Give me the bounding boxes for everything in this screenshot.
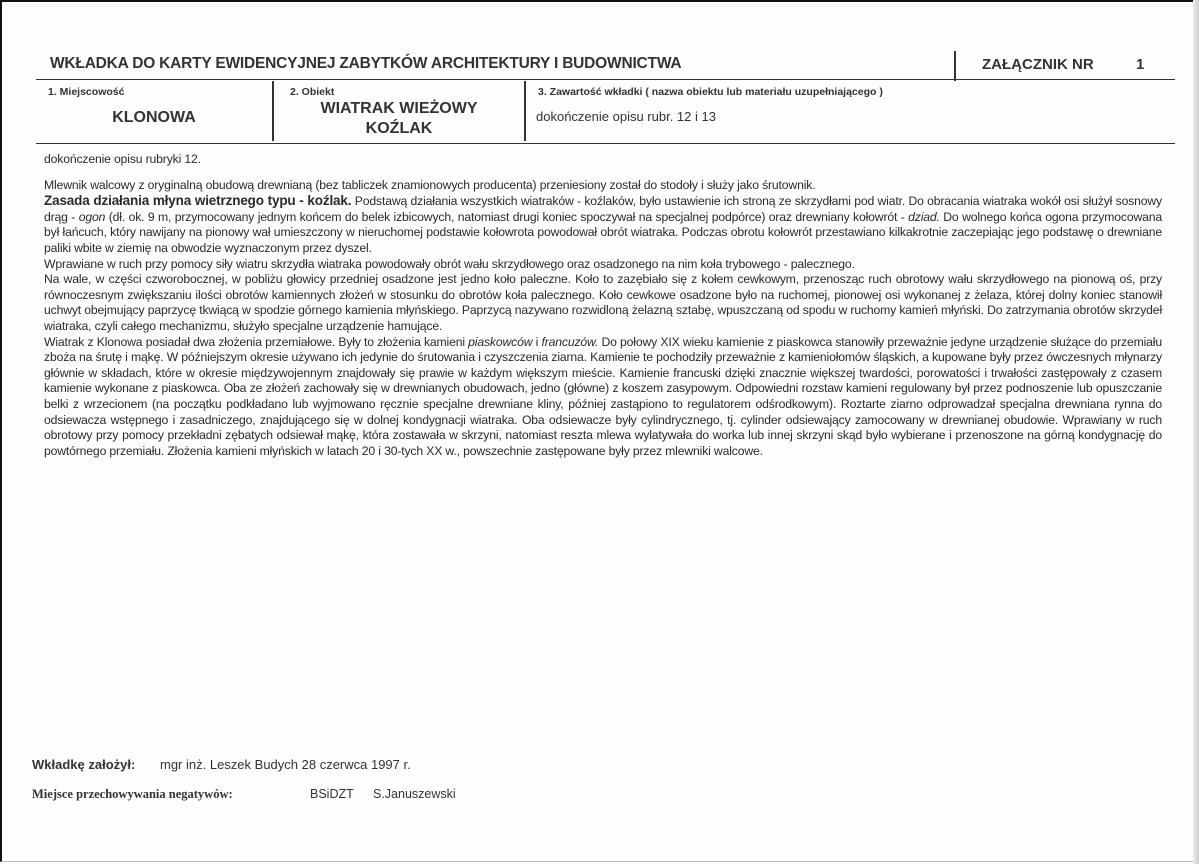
annex-label: ZAŁĄCZNIK NR <box>982 56 1094 73</box>
card-header <box>36 51 1175 80</box>
paragraph-mill: Mlewnik walcowy z oryginalną obudową drewnianą (bez tabliczek znamionowych producenta) przeniesiony został do stodoły i służy jako śrutownik. <box>44 177 816 192</box>
header-divider <box>954 51 956 81</box>
object-value-line2: KOŹLAK <box>365 120 433 137</box>
object-value <box>274 99 524 139</box>
paragraph-millstones <box>44 335 1162 460</box>
founded-row <box>32 757 411 772</box>
negatives-label: Miejsce przechowywania negatywów: <box>32 787 233 801</box>
content-cell <box>524 81 1174 141</box>
millstones-and: i <box>532 334 542 349</box>
principle-heading: Zasada działania młyna wietrznego typu - koźlak. <box>44 193 352 209</box>
place-value: KLONOWA <box>112 109 196 126</box>
founded-label: Wkładkę założył: <box>32 757 136 772</box>
founded-value: mgr inż. Leszek Budych 28 czerwca 1997 r. <box>160 757 411 772</box>
object-label: 2. Obiekt <box>290 86 335 98</box>
annex-number: 1 <box>1136 56 1145 73</box>
term-francuzow: francuzów. <box>541 334 599 349</box>
card-title: WKŁADKA DO KARTY EWIDENCYJNEJ ZABYTKÓW ARCHITEKTURY I BUDOWNICTWA <box>50 55 682 72</box>
negatives-value-author: S.Januszewski <box>373 787 456 801</box>
scan-edge <box>1193 0 1199 864</box>
negatives-row <box>32 787 456 802</box>
paragraph-principle <box>44 193 1162 256</box>
term-dziad: dziad. <box>908 209 940 224</box>
millstones-text-a: Wiatrak z Klonowa posiadał dwa złożenia przemiałowe. Były to złożenia kamieni <box>44 334 469 349</box>
fields-row <box>36 81 1175 144</box>
negatives-value-institution: BSiDZT <box>310 787 354 801</box>
intro-line: dokończenie opisu rubryki 12. <box>44 152 201 166</box>
description-text <box>44 152 1162 459</box>
term-piaskowcow: piaskowców <box>468 334 533 349</box>
paragraph-wings: Wprawiane w ruch przy pomocy siły wiatru skrzydła wiatraka powodowały obrót wału skrzydłowego oraz osadzonego na nim koła trybowego - palecznego. <box>44 256 855 271</box>
place-label: 1. Miejscowość <box>48 86 125 98</box>
content-value: dokończenie opisu rubr. 12 i 13 <box>536 109 716 124</box>
principle-text-a: Podstawą działania wszystkich wiatraków - koźlaków, było ustawienie ich stroną ze skrzydłami pod wiatr. Do obracania wiatraka wokół osi służył sosnowy drąg - <box>44 194 1162 224</box>
principle-text-b: (dł. ok. 9 m, przymocowany jednym końcem do belek izbicowych, natomiast drugi koniec spoczywał na specjalnej podpórce) oraz drewniany kołowrót - <box>105 209 909 224</box>
content-label: 3. Zawartość wkładki ( nazwa obiektu lub materiału uzupełniającego ) <box>538 86 883 98</box>
paragraph-shaft: Na wale, w części czworobocznej, w pobliżu głowicy przedniej osadzone jest jedno koło paleczne. Koło to zazębiało się z kołem cewkowym, przenosząc ruch obrotowy wału skrzydłowego na pionową oś, przy równoczesnym zwiększaniu ilości obrotów kamiennych złożeń w stosunku do obrotów koła palecznego. Koło cewkowe osadzone było na ruchomej, pionowej osi wykonanej z żelaza, której dolny koniec stanowił uchwyt obejmujący paprzycę tkwiącą w spodzie górnego kamienia młyńskiego. Paprzycą nazywano rozwidloną żelazną sztabę, wpuszczaną od spodu w ruchomy kamień młyński. Do zatrzymania obrotów skrzydeł wiatraka, czyli całego mechanizmu, służyło specjalne urządzenie hamujące. <box>44 272 1162 333</box>
object-value-line1: WIATRAK WIEŻOWY <box>320 100 478 117</box>
millstones-text-b: Do połowy XIX wieku kamienie z piaskowca stanowiły przeważnie jedyne urządzenie służące do przemiału zboża na śrutę i mąkę. W późniejszym okresie używano ich jedynie do śrutowania i czyszczenia ziarna. Kamienie te pochodziły przeważnie z kamieniołomów śląskich, a kupowane były przez ówczesnych młynarzy głównie w składach, które w okresie międzywojennym znajdowały się prawie w każdym większym mieście. Kamienie francuski dzięki znacznie większej twardości, porowatości i trwałości zastępowały z czasem kamienie wykonane z piaskowca. Oba ze złożeń zachowały się w drewnianych obudowach, jedno (główne) z koszem zasypowym. Odpowiedni rozstaw kamieni regulowany był przez podnoszenie lub opuszczanie belki z wrzecionem (na początku podkładano lub wyjmowano ręcznie specjalne drewniane kliny, później zastąpiono to regulatorem odśrodkowym). Roztarte ziarno odprowadzał specjalna drewniana rynna do odsiewacza wstępnego i zasadniczego, znajdującego się w dolnej kondygnacji wiatraka. Oba odsiewacze były cylindrycznego, tj. cylinder odsiewający zamocowany w drewnianej obudowie. Wprawiany w ruch obrotowy przy pomocy przekładni zębatych odsiewał mąkę, która zostawała w skrzyni, natomiast reszta mlewa wylatywała do worka lub innej skrzyni skąd było wybierane i przenoszone na górną kondygnację do powtórnego przemiału. Złożenia kamieni młyńskich w latach 20 i 30-tych XX w., powszechnie zastępowane były przez mlewniki walcowe. <box>44 334 1162 458</box>
place-cell <box>36 81 272 141</box>
term-ogon: ogon <box>78 209 106 224</box>
principle-text-c: Do wolnego końca ogona przymocowana był łańcuch, który nawijany na pionowy wał umieszczony w nieruchomej podstawie kołowrota powodował obrót wiatraka. Podczas obrotu kołowrót przestawiano kilkakrotnie zaczepiając jego podstawę o drewniane paliki wbite w ziemię na obwodzie wyznaczonym przez dyszel. <box>44 209 1162 255</box>
object-cell <box>272 81 526 141</box>
